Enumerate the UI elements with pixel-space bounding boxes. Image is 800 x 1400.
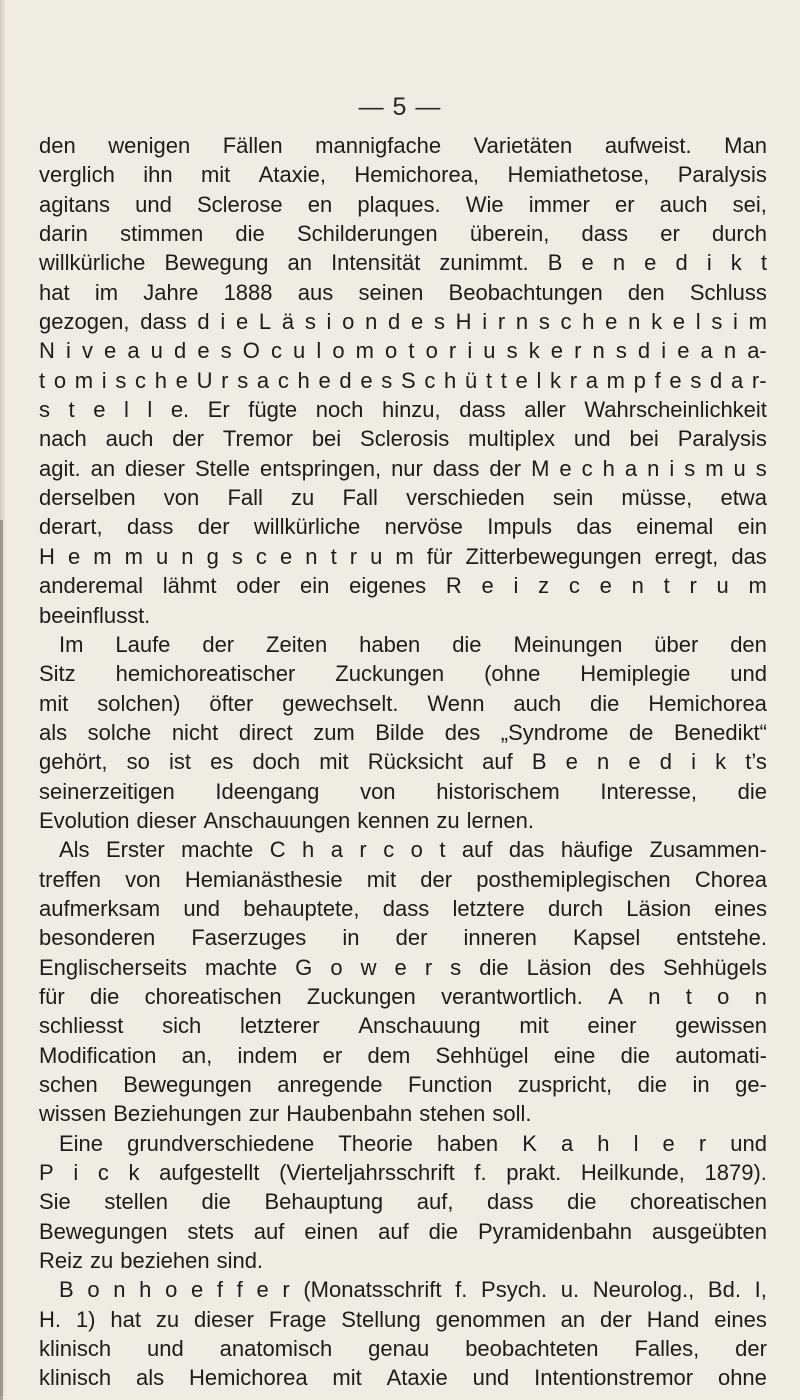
text-line: Englischerseits machte G o w e r s die Läsion des Sehhügels bbox=[39, 954, 767, 980]
text-line: derart, dass der willkürliche nervöse Impuls das einemal ein bbox=[39, 514, 767, 540]
text-line: agit. an dieser Stelle entspringen, nur dass der M e c h a n i s m u s bbox=[39, 455, 767, 481]
text-line: Evolution dieser Anschauungen kennen zu lernen. bbox=[39, 807, 534, 833]
text-line: klinisch und anatomisch genau beobachteten Falles, der bbox=[39, 1336, 767, 1362]
text-line: Als Erster machte C h a r c o t auf das häufige Zusammen- bbox=[59, 837, 767, 863]
text-line: Sitz hemichoreatischer Zuckungen (ohne Hemiplegie und bbox=[39, 661, 767, 687]
text-line: verglich ihn mit Ataxie, Hemichorea, Hemiathetose, Paralysis bbox=[39, 162, 767, 188]
text-line: mit solchen) öfter gewechselt. Wenn auch die Hemichorea bbox=[39, 690, 767, 716]
text-line: Bewegungen stets auf einen auf die Pyramidenbahn ausgeübten bbox=[39, 1218, 767, 1244]
text-line: P i c k aufgestellt (Vierteljahrsschrift f. prakt. Heilkunde, 1879). bbox=[39, 1160, 767, 1186]
text-line: N i v e a u d e s O c u l o m o t o r i u s k e r n s d i e a n a- bbox=[39, 338, 767, 364]
text-line: Sie stellen die Behauptung auf, dass die choreatischen bbox=[39, 1189, 767, 1215]
text-line: derselben von Fall zu Fall verschieden sein müsse, etwa bbox=[39, 485, 767, 511]
text-line: beeinflusst. bbox=[39, 602, 151, 628]
text-line: aufmerksam und behauptete, dass letztere durch Läsion eines bbox=[39, 895, 767, 921]
binding-edge bbox=[0, 520, 3, 1400]
text-line: agitans und Sclerose en plaques. Wie immer er auch sei, bbox=[39, 191, 767, 217]
text-line: für die choreatischen Zuckungen verantwortlich. A n t o n bbox=[39, 983, 767, 1009]
text-line: Im Laufe der Zeiten haben die Meinungen über den bbox=[59, 631, 767, 657]
text-line: seinerzeitigen Ideengang von historischem Interesse, die bbox=[39, 778, 767, 804]
text-line: wissen Beziehungen zur Haubenbahn stehen soll. bbox=[39, 1101, 532, 1127]
text-line: besonderen Faserzuges in der inneren Kapsel entstehe. bbox=[39, 925, 767, 951]
text-line: t o m i s c h e U r s a c h e d e s S c h ü t t e l k r a m p f e s d a r- bbox=[39, 367, 767, 393]
text-line: treffen von Hemianästhesie mit der posthemiplegischen Chorea bbox=[39, 866, 767, 892]
text-line: als solche nicht direct zum Bilde des „Syndrome de Benedikt“ bbox=[39, 719, 767, 745]
text-line: gezogen, dass d i e L ä s i o n d e s H i r n s c h e n k e l s i m bbox=[39, 309, 767, 335]
text-line: klinisch als Hemichorea mit Ataxie und Intentionstremor ohne bbox=[39, 1365, 767, 1391]
text-line: gehört, so ist es doch mit Rücksicht auf B e n e d i k t’s bbox=[39, 749, 767, 775]
text-line: nach auch der Tremor bei Sclerosis multiplex und bei Paralysis bbox=[39, 426, 767, 452]
text-line: schen Bewegungen anregende Function zuspricht, die in ge- bbox=[39, 1072, 767, 1097]
text-line: Eine grundverschiedene Theorie haben K a h l e r und bbox=[59, 1130, 767, 1156]
text-line: Reiz zu beziehen sind. bbox=[39, 1248, 264, 1274]
text-line: schliesst sich letzterer Anschauung mit einer gewissen bbox=[39, 1013, 767, 1039]
text-line: anderemal lähmt oder ein eigenes R e i z c e n t r u m bbox=[39, 573, 767, 599]
text-line: H. 1) hat zu dieser Frage Stellung genommen an der Hand eines bbox=[39, 1306, 767, 1332]
text-line: willkürliche Bewegung an Intensität zunimmt. B e n e d i k t bbox=[39, 250, 767, 276]
text-line: Modification an, indem er dem Sehhügel eine die automati- bbox=[39, 1042, 767, 1068]
text-line: H e m m u n g s c e n t r u m für Zitterbewegungen erregt, das bbox=[39, 543, 767, 569]
page-number: — 5 — bbox=[358, 93, 442, 121]
text-line: s t e l l e. Er fügte noch hinzu, dass aller Wahrscheinlichkeit bbox=[39, 397, 767, 423]
text-line: den wenigen Fällen mannigfache Varietäten aufweist. Man bbox=[39, 133, 767, 158]
text-line: B o n h o e f f e r (Monatsschrift f. Psych. u. Neurolog., Bd. I, bbox=[59, 1277, 767, 1303]
text-line: darin stimmen die Schilderungen überein, dass er durch bbox=[39, 221, 767, 247]
text-line: hat im Jahre 1888 aus seinen Beobachtungen den Schluss bbox=[39, 279, 767, 305]
body-text bbox=[39, 131, 767, 1393]
